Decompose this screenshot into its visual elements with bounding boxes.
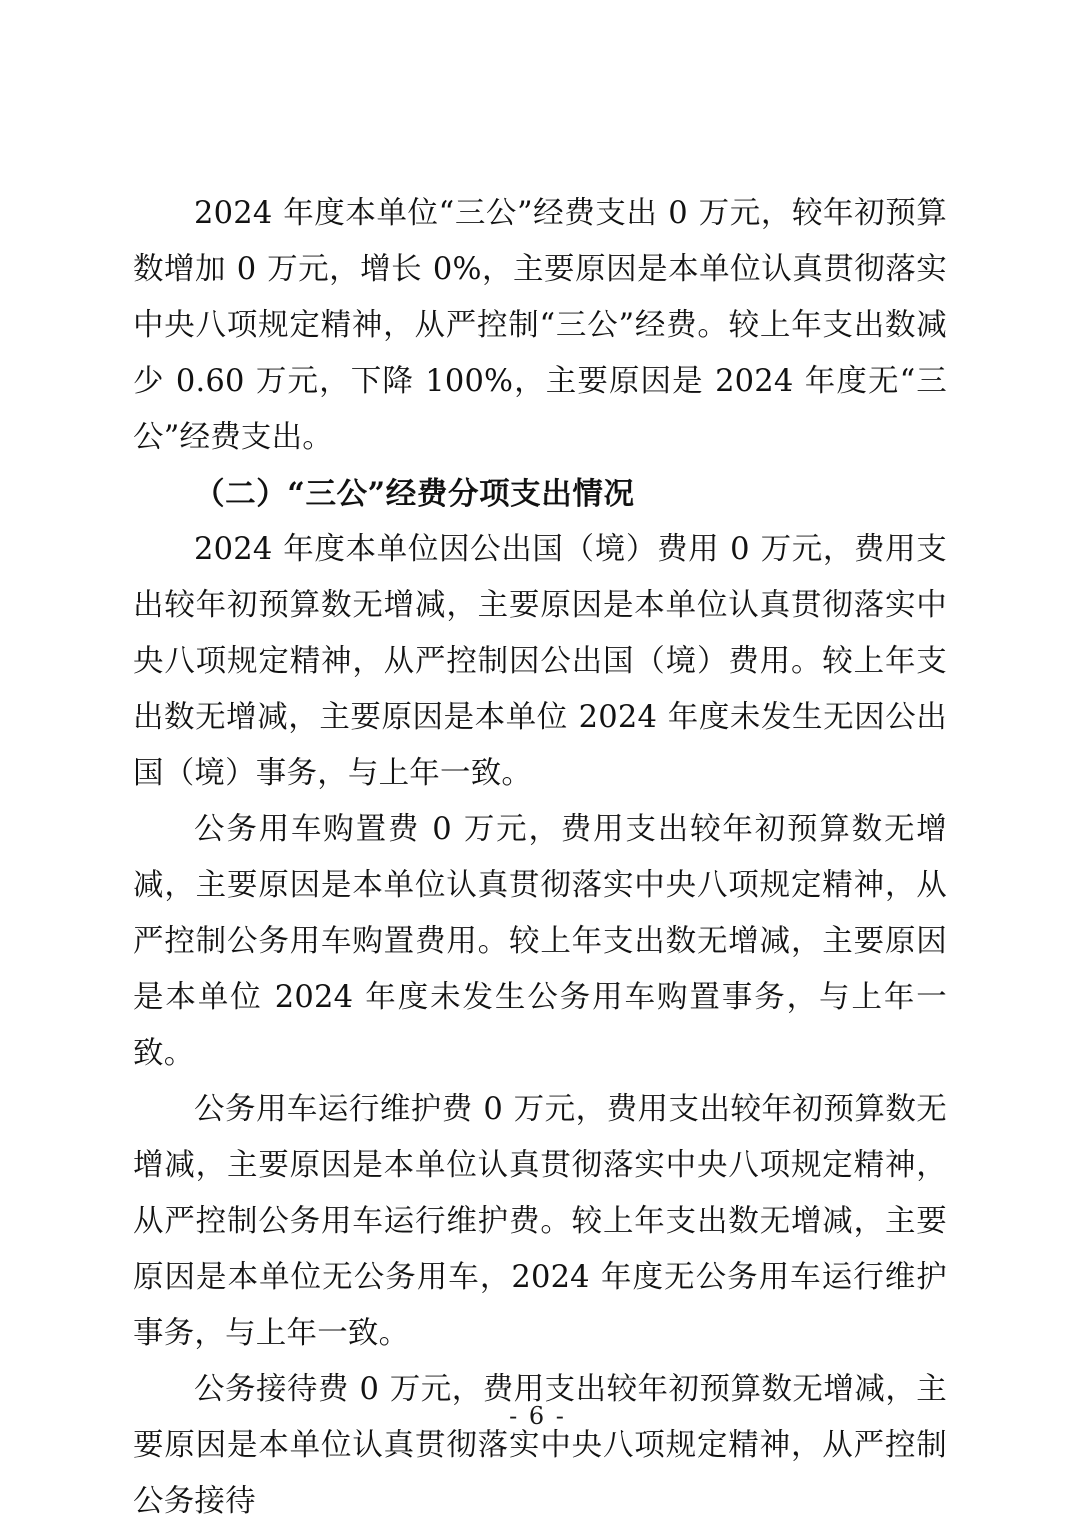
paragraph-vehicle-purchase: 公务用车购置费 0 万元，费用支出较年初预算数无增减，主要原因是本单位认真贯彻落实中央八项规定精神，从严控制公务用车购置费用。较上年支出数无增减，主要原因是本单位 2024 年度未发生公务用车购置事务，与上年一致。 <box>133 812 947 1071</box>
paragraph-overseas-travel: 2024 年度本单位因公出国（境）费用 0 万元，费用支出较年初预算数无增减，主要原因是本单位认真贯彻落实中央八项规定精神，从严控制因公出国（境）费用。较上年支出数无增减，主要原因是本单位 2024 年度未发生无因公出国（境）事务，与上年一致。 <box>133 532 947 791</box>
paragraph-official-reception: 公务接待费 0 万元，费用支出较年初预算数无增减，主要原因是本单位认真贯彻落实中央八项规定精神，从严控制公务接待 <box>133 1372 947 1519</box>
page-body <box>133 186 947 1520</box>
paragraph-vehicle-maintenance: 公务用车运行维护费 0 万元，费用支出较年初预算数无增减，主要原因是本单位认真贯彻落实中央八项规定精神，从严控制公务用车运行维护费。较上年支出数无增减，主要原因是本单位无公务用车，2024 年度无公务用车运行维护事务，与上年一致。 <box>133 1092 947 1351</box>
section-heading-itemized-expenses: （二）“三公”经费分项支出情况 <box>194 476 635 512</box>
page-number: - 6 - <box>509 1402 566 1430</box>
paragraph-three-public-total: 2024 年度本单位“三公”经费支出 0 万元，较年初预算数增加 0 万元，增长 0%，主要原因是本单位认真贯彻落实中央八项规定精神，从严控制“三公”经费。较上年支出数减少 0.60 万元，下降 100%，主要原因是 2024 年度无“三公”经费支出。 <box>133 196 947 455</box>
